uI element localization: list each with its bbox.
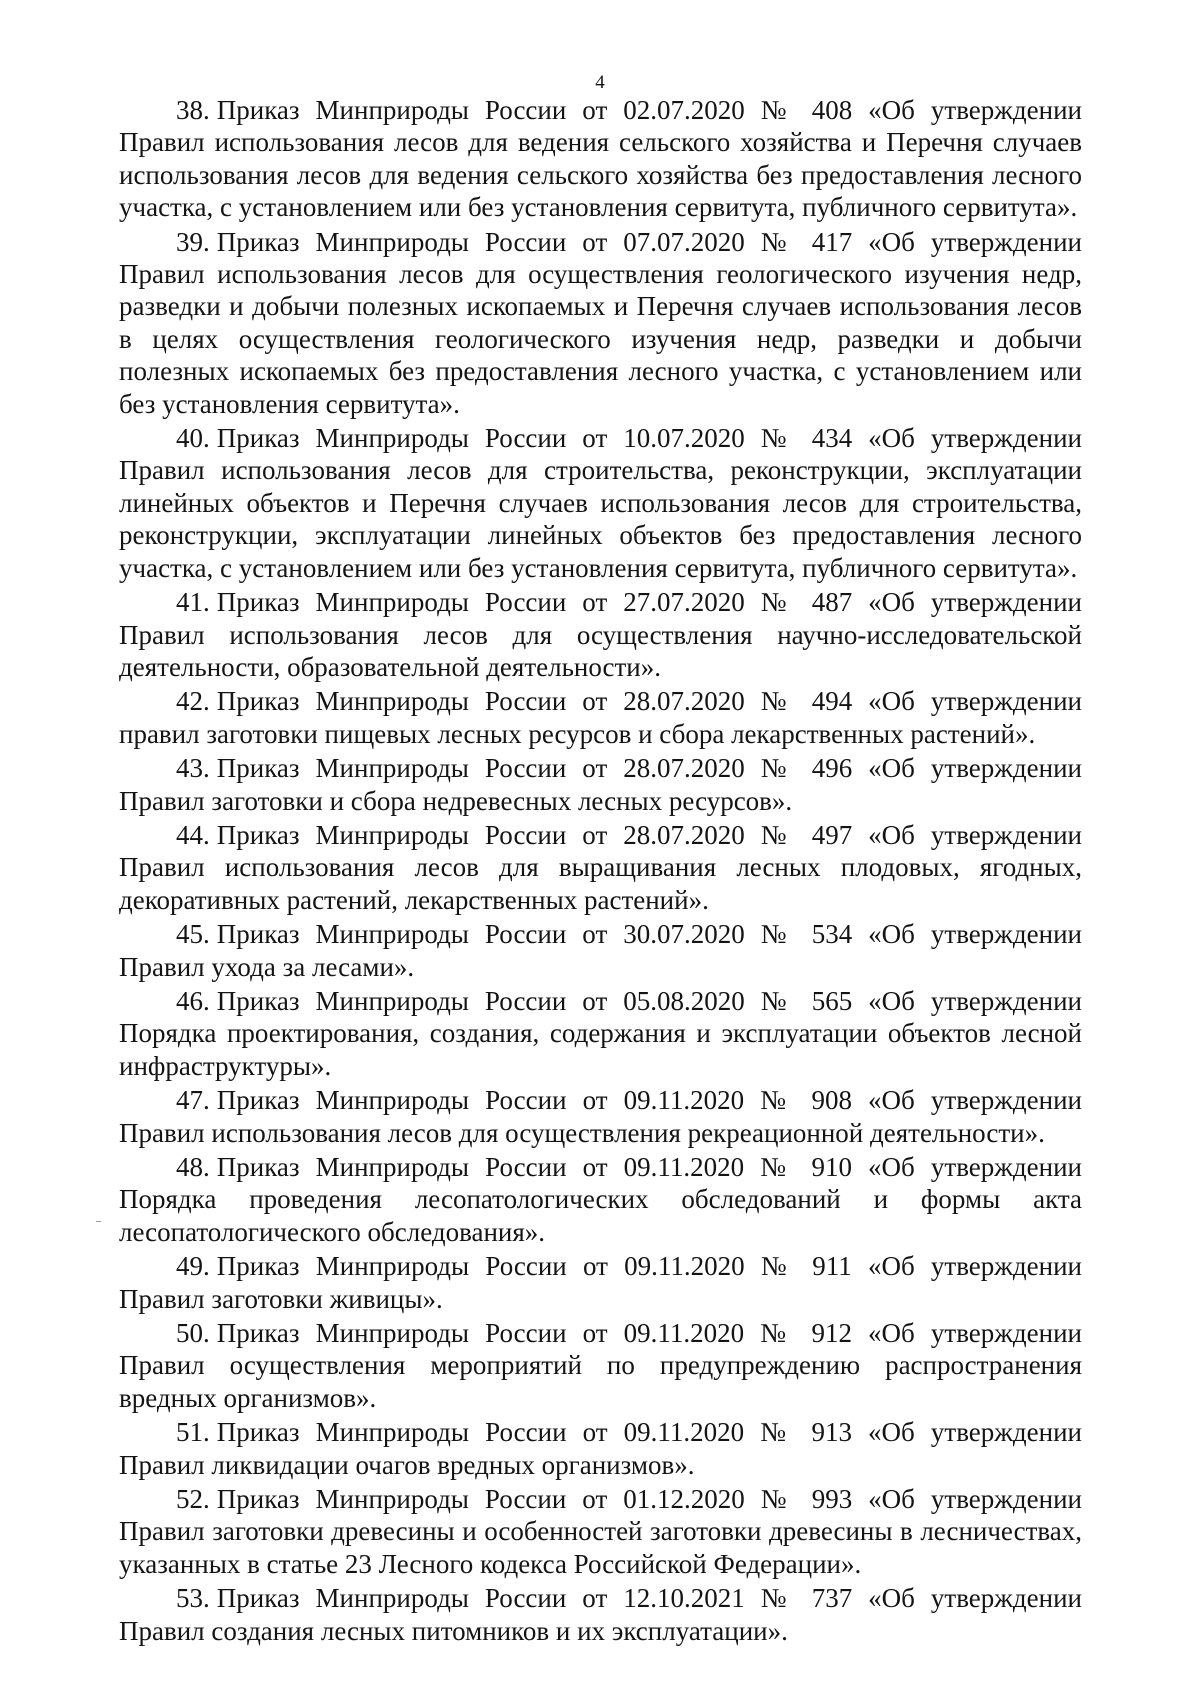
item-number: 42.: [176, 686, 210, 717]
list-item: [119, 985, 1082, 1082]
item-text: Приказ Минприроды России от 09.11.2020 № 912 «Об утверждении Правил осуществления мероприятий по предупреждению распространения вредных организмов».: [119, 1318, 1082, 1413]
item-number: 44.: [176, 819, 210, 850]
item-text: Приказ Минприроды России от 09.11.2020 № 911 «Об утверждении Правил заготовки живицы».: [119, 1251, 1082, 1314]
list-item: [119, 918, 1082, 983]
item-number: 52.: [176, 1484, 210, 1515]
item-number: 48.: [176, 1152, 210, 1182]
list-item: [119, 819, 1082, 916]
item-text: Приказ Минприроды России от 28.07.2020 № 496 «Об утверждении Правил заготовки и сбора недревесных лесных ресурсов».: [119, 753, 1082, 816]
page-number: 4: [595, 72, 605, 93]
item-number: 49.: [176, 1251, 210, 1282]
list-item: [119, 226, 1082, 420]
list-item: [119, 1250, 1082, 1315]
item-number: 50.: [176, 1318, 210, 1349]
item-number: 39.: [176, 226, 210, 257]
scan-artifact: [96, 1221, 101, 1222]
item-text: Приказ Минприроды России от 09.11.2020 № 913 «Об утверждении Правил ликвидации очагов вредных организмов».: [119, 1417, 1082, 1480]
item-text: Приказ Минприроды России от 07.07.2020 № 417 «Об утверждении Правил использования лесов для осуществления геологического изучения недр, разведки и добычи полезных ископаемых и Перечня случаев использования лесов в целях осуществления геологического изучения недр, разведки и добычи полезных ископаемых без предоставления лесного участка, с установлением или без установления сервитута».: [119, 226, 1082, 419]
list-item: [119, 685, 1082, 750]
item-number: 51.: [176, 1417, 210, 1448]
item-number: 53.: [176, 1583, 210, 1614]
list-item: [119, 1317, 1082, 1414]
list-item: [119, 422, 1082, 584]
item-text: Приказ Минприроды России от 05.08.2020 № 565 «Об утверждении Порядка проектирования, создания, содержания и эксплуатации объектов лесной инфраструктуры».: [119, 985, 1082, 1081]
item-number: 45.: [176, 919, 210, 950]
item-text: Приказ Минприроды России от 30.07.2020 № 534 «Об утверждении Правил ухода за лесами».: [119, 919, 1082, 982]
list-item: [119, 1483, 1082, 1580]
item-text: Приказ Минприроды России от 02.07.2020 № 408 «Об утверждении Правил использования лесов для ведения сельского хозяйства и Перечня случаев использования лесов для ведения сельского хозяйства без предоставления лесного участка, с установлением или без установления сервитута, публичного сервитута».: [119, 95, 1082, 223]
item-text: Приказ Минприроды России от 28.07.2020 № 497 «Об утверждении Правил использования лесов для выращивания лесных плодовых, ягодных, декоративных растений, лекарственных растений».: [119, 819, 1082, 915]
item-number: 46.: [176, 985, 210, 1016]
item-text: Приказ Минприроды России от 10.07.2020 № 434 «Об утверждении Правил использования лесов для строительства, реконструкции, эксплуатации линейных объектов и Перечня случаев использования лесов для строительства, реконструкции, эксплуатации линейных объектов без предоставления лесного участка, с установлением или без установления сервитута, публичного сервитута».: [119, 423, 1082, 583]
list-item: [119, 1416, 1082, 1481]
item-number: 40.: [176, 423, 210, 454]
item-text: Приказ Минприроды России от 09.11.2020 № 908 «Об утверждении Правил использования лесов для осуществления рекреационной деятельности».: [119, 1085, 1082, 1148]
item-text: Приказ Минприроды России от 12.10.2021 № 737 «Об утверждении Правил создания лесных питомников и их эксплуатации».: [119, 1583, 1082, 1646]
item-text: Приказ Минприроды России от 09.11.2020 № 910 «Об утверждении Порядка проведения лесопатологических обследований и формы акта лесопатологического обследования».: [119, 1152, 1082, 1247]
list-item: [119, 1582, 1082, 1647]
item-text: Приказ Минприроды России от 28.07.2020 № 494 «Об утверждении правил заготовки пищевых лесных ресурсов и сбора лекарственных растений».: [119, 686, 1082, 749]
list-item: [119, 1151, 1082, 1248]
item-number: 41.: [176, 587, 210, 618]
list-item: [119, 586, 1082, 683]
list-item: [119, 94, 1082, 224]
item-text: Приказ Минприроды России от 27.07.2020 № 487 «Об утверждении Правил использования лесов для осуществления научно-исследовательской деятельности, образовательной деятельности».: [119, 587, 1082, 682]
item-text: Приказ Минприроды России от 01.12.2020 № 993 «Об утверждении Правил заготовки древесины и особенностей заготовки древесины в лесничествах, указанных в статье 23 Лесного кодекса Российской Федерации».: [119, 1484, 1082, 1579]
item-number: 43.: [176, 753, 210, 784]
list-item: [119, 1084, 1082, 1149]
item-number: 38.: [176, 95, 210, 125]
item-number: 47.: [176, 1085, 210, 1116]
list-item: [119, 752, 1082, 817]
order-list: [119, 94, 1082, 1649]
